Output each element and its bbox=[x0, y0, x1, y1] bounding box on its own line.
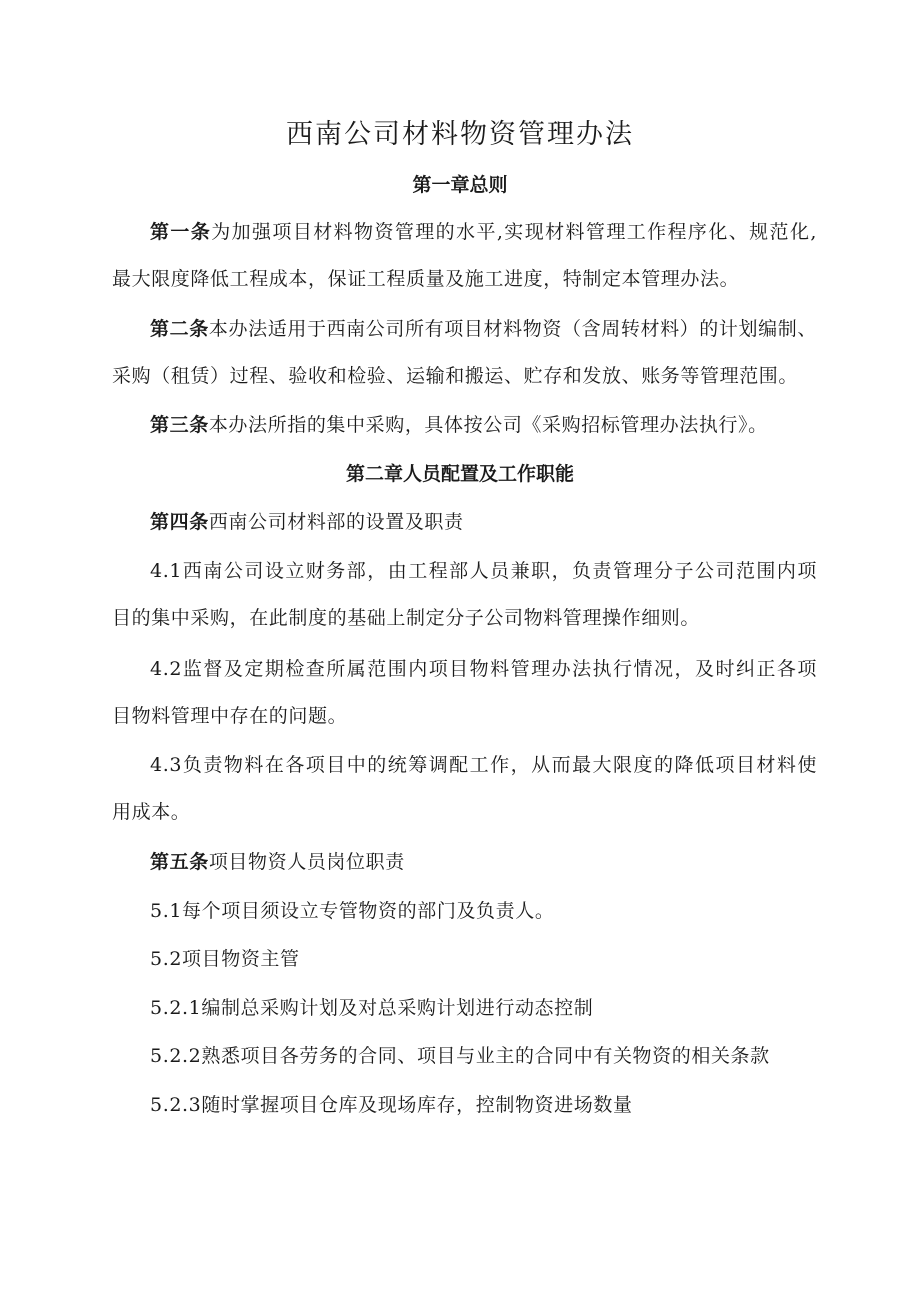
article-5-label: 第五条 bbox=[150, 851, 209, 873]
clause-5-2-1: 5.2.1编制总采购计划及对总采购计划进行动态控制 bbox=[150, 997, 594, 1019]
article-5-line-1 bbox=[150, 847, 817, 874]
chapter-2-heading: 第二章人员配置及工作职能 bbox=[345, 463, 574, 485]
article-4-label: 第四条 bbox=[150, 511, 209, 533]
clause-5-2: 5.2项目物资主管 bbox=[150, 948, 300, 970]
clause-5-1: 5.1每个项目须设立专管物资的部门及负责人。 bbox=[150, 900, 555, 922]
article-2-line-2: 采购（租赁）过程、验收和检验、运输和搬运、贮存和发放、账务等管理范围。 bbox=[112, 365, 799, 387]
clause-5-2-2: 5.2.2熟悉项目各劳务的合同、项目与业主的合同中有关物资的相关条款 bbox=[150, 1045, 770, 1067]
article-5-text-1: 项目物资人员岗位职责 bbox=[208, 851, 405, 873]
article-1-label: 第一条 bbox=[150, 221, 212, 243]
clause-5-2-3: 5.2.3随时掌握项目仓库及现场库存，控制物资进场数量 bbox=[150, 1094, 633, 1116]
clause-4-3-line-1: 4.3负责物料在各项目中的统筹调配工作，从而最大限度的降低项目材料使 bbox=[150, 754, 817, 776]
article-2-line-1 bbox=[150, 314, 817, 341]
article-2-text-1: 本办法适用于西南公司所有项目材料物资（含周转材料）的计划编制、 bbox=[208, 318, 817, 340]
clause-4-2-line-1: 4.2监督及定期检查所属范围内项目物料管理办法执行情况，及时纠正各项 bbox=[150, 658, 817, 680]
article-3-label: 第三条 bbox=[150, 414, 209, 436]
article-1-line-2: 最大限度降低工程成本，保证工程质量及施工进度，特制定本管理办法。 bbox=[112, 268, 740, 290]
article-1-text-1: 为加强项目材料物资管理的水平,实现材料管理工作程序化、规范化, bbox=[211, 221, 817, 243]
clause-4-3-line-2: 用成本。 bbox=[112, 801, 191, 823]
article-2-label: 第二条 bbox=[150, 318, 209, 340]
document-title: 西南公司材料物资管理办法 bbox=[286, 119, 634, 150]
article-3-text-1: 本办法所指的集中采购，具体按公司《采购招标管理办法执行》。 bbox=[208, 414, 768, 436]
article-4-line-1 bbox=[150, 507, 817, 534]
clause-4-1-line-2: 目的集中采购，在此制度的基础上制定分子公司物料管理操作细则。 bbox=[112, 607, 701, 629]
clause-4-2-line-2: 目物料管理中存在的问题。 bbox=[112, 705, 348, 727]
article-1-line-1 bbox=[150, 217, 817, 244]
article-4-text-1: 西南公司材料部的设置及职责 bbox=[208, 511, 464, 533]
chapter-1-heading: 第一章总则 bbox=[412, 174, 508, 196]
clause-4-1-line-1: 4.1西南公司设立财务部，由工程部人员兼职，负责管理分子公司范围内项 bbox=[150, 560, 817, 582]
article-3-line-1 bbox=[150, 410, 817, 437]
